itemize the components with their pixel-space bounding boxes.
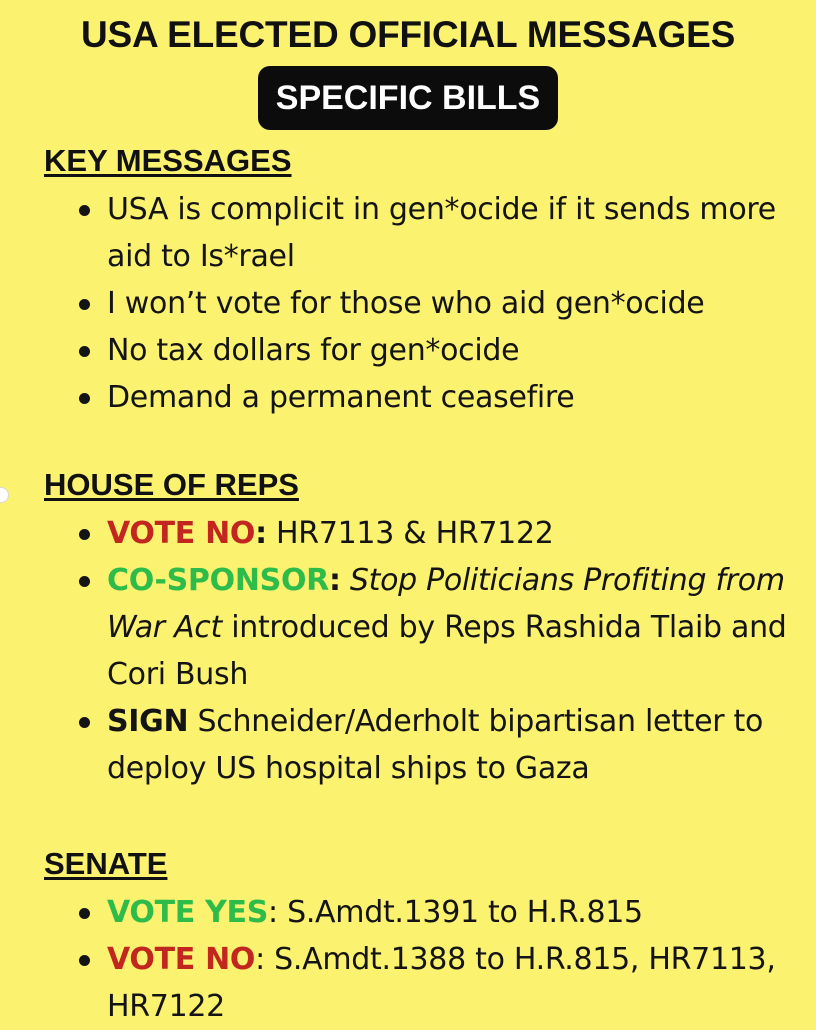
senate-vote-no-label: VOTE NO <box>107 942 256 977</box>
list-item <box>77 557 804 698</box>
page-title: USA ELECTED OFFICIAL MESSAGES <box>80 14 736 55</box>
key-message-text: Demand a permanent ceasefire <box>107 380 575 415</box>
list-item <box>77 889 804 936</box>
bullet-icon <box>79 576 90 587</box>
list-item <box>77 374 804 421</box>
cosponsor-colon: : <box>328 563 341 598</box>
cosponsor-label: CO-SPONSOR <box>107 563 329 598</box>
senate-vote-no-bills: : S.Amdt.1388 to H.R.815, HR7113, HR7122 <box>107 942 776 1024</box>
bullet-icon <box>79 529 90 540</box>
senate-list <box>44 889 804 1030</box>
cosponsor-text: introduced by Reps Rashida Tlaib and Cori Bush <box>107 610 787 692</box>
key-message-text: No tax dollars for gen*ocide <box>107 333 520 368</box>
list-item <box>77 327 804 374</box>
list-item <box>77 186 804 280</box>
bullet-icon <box>79 299 90 310</box>
key-messages-list <box>44 186 804 421</box>
list-item <box>77 698 804 792</box>
subtitle-badge: SPECIFIC BILLS <box>258 66 558 130</box>
house-section <box>44 466 804 792</box>
key-message-text: USA is complicit in gen*ocide if it sends more aid to Is*rael <box>107 192 776 274</box>
bullet-icon <box>79 955 90 966</box>
senate-heading: SENATE <box>44 846 168 881</box>
vote-no-label: VOTE NO <box>107 516 256 551</box>
key-messages-heading: KEY MESSAGES <box>44 143 292 178</box>
sign-label: SIGN <box>107 704 189 739</box>
act-title: Stop Politicians Profiting from War Act <box>107 563 785 645</box>
vote-no-colon: : <box>255 516 267 551</box>
bullet-icon <box>79 205 90 216</box>
key-messages-section <box>44 142 804 421</box>
bullet-icon <box>79 908 90 919</box>
bullet-icon <box>79 393 90 404</box>
bullet-icon <box>79 717 90 728</box>
edge-handle-icon <box>0 487 9 503</box>
senate-section <box>44 845 804 1030</box>
list-item <box>77 510 804 557</box>
vote-yes-bills: : S.Amdt.1391 to H.R.815 <box>268 895 643 930</box>
vote-no-bills: HR7113 & HR7122 <box>266 516 554 551</box>
bullet-icon <box>79 346 90 357</box>
list-item <box>77 280 804 327</box>
sign-text: Schneider/Aderholt bipartisan letter to deploy US hospital ships to Gaza <box>107 704 764 786</box>
key-message-text: I won’t vote for those who aid gen*ocide <box>107 286 705 321</box>
list-item <box>77 936 804 1030</box>
house-heading: HOUSE OF REPS <box>44 467 299 502</box>
vote-yes-label: VOTE YES <box>107 895 269 930</box>
subtitle-wrap <box>0 66 816 130</box>
house-list <box>44 510 804 792</box>
